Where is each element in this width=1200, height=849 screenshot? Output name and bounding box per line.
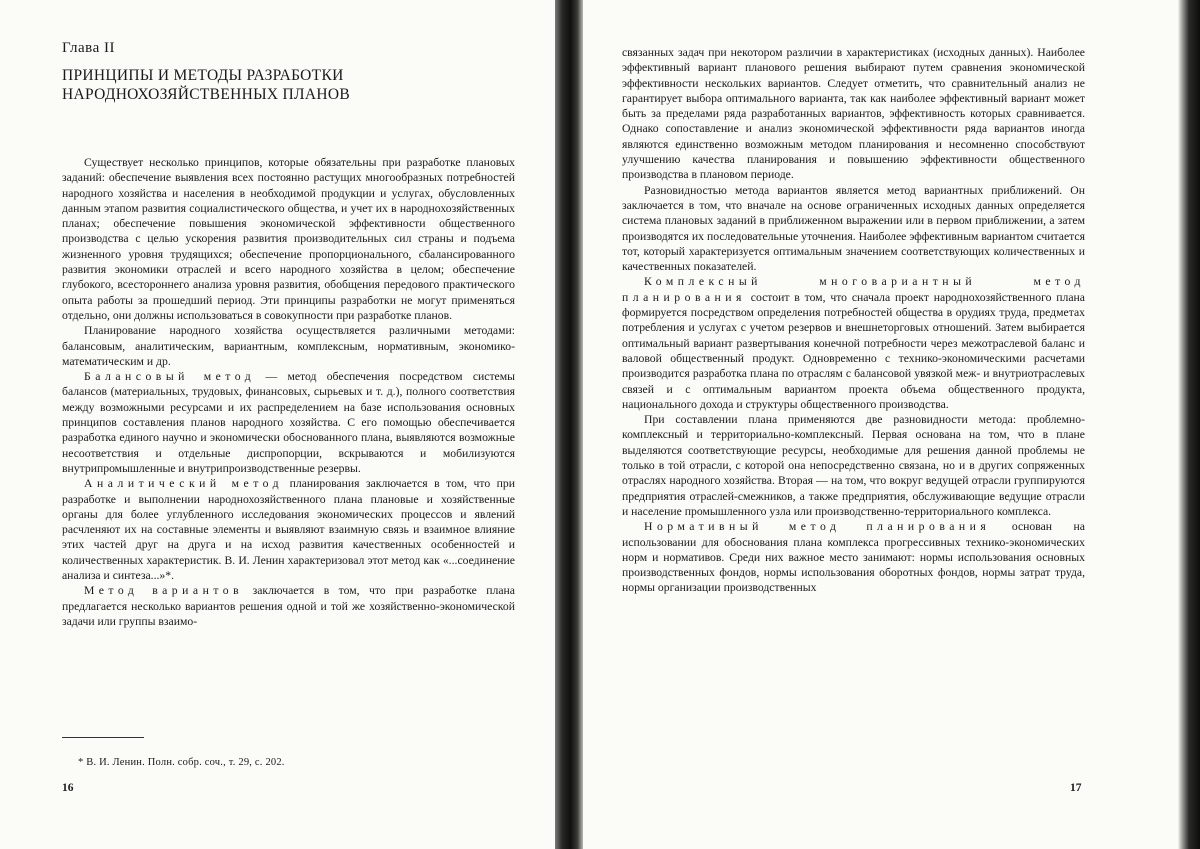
- chapter-title-line-1: ПРИНЦИПЫ И МЕТОДЫ РАЗРАБОТКИ: [62, 67, 344, 84]
- paragraph: [62, 476, 515, 583]
- book-gutter-shadow: [555, 0, 583, 849]
- chapter-label: Глава II: [62, 40, 115, 56]
- left-body-text: [62, 155, 515, 629]
- paragraph: Существует несколько принципов, которые обязательны при разработке плановых заданий: обеспечение выявления всех постоянно растущих многообразных потребностей народного хозяйства и населения в необходимой продукции и услугах, обусловленных данным этапом развития социалистического общества, и учет их в народнохозяйственных планах; обеспечение повышения экономической эффективности общественного производства с целью ускорения развития производительных сил страны и подъема жизненного уровня трудящихся; обеспечение пропорционального, сбалансированного развития экономики отраслей и всего народного хозяйства в целом; обеспечение глубокого, всестороннего анализа уровня развития, обобщения передового практического опыта работы за прошедший период. Эти принципы разработки не могут применяться отдельно, они должны использоваться в совокупности при разработке планов.: [62, 156, 515, 322]
- paragraph: [62, 369, 515, 476]
- paragraph-text: состоит в том, что сначала проект народнохозяйственного плана формируется посредством определения потребностей общества в орудиях труда, предметах потребления и услугах с учетом резервов и внешнеторговых отношений. Затем выбирается оптимальный вариант развертывания конечной потребности через межотраслевой баланс и валовой общественный продукт. Одновременно с технико-экономическими расчетами производится разработка плана по отраслям с балансовой увязкой меж- и внутриотраслевых связей и с оптимальным вариантом проекта объема общественного продукта, национального дохода и структуры общественного производства.: [622, 290, 1085, 411]
- chapter-title: [62, 66, 482, 104]
- right-page: [583, 0, 1200, 849]
- paragraph-text: основан на использовании для обоснования плана комплекса прогрессивных технико-экономических норм и нормативов. Среди них важное место занимают: нормы использования основных производственных фондов, нормы использования оборотных фондов, нормы затрат труда, нормы организации производственных: [622, 520, 1085, 595]
- paragraph: При составлении плана применяются две разновидности метода: проблемно-комплексный и территориально-комплексный. Первая основана на том, что в плане выделяются соответствующие ресурсы, необходимые для решения данной проблемы не только в той отрасли, с которой она непосредственно связана, но и в других сопряженных отраслях народного хозяйства. Вторая — на том, что вокруг ведущей отрасли группируются предприятия отраслей-смежников, а также предприятия, обслуживающие ведущие отрасли и население промышленного узла или производственно-территориального комплекса.: [622, 413, 1085, 518]
- paragraph-text: — метод обеспечения посредством системы балансов (материальных, трудовых, финансовых, сырьевых и т. д.), полного соответствия между возможными ресурсами и их распределением на базе использования основных принципов составления планов народного хозяйства. С его помощью обеспечивается разработка единого научно и экономически обоснованного плана, выявляются возможные несоответствия и отдельные диспропорции, вскрываются и мобилизуются внутрипромышленные и внутрипроизводственные резервы.: [62, 370, 515, 475]
- paragraph: связанных задач при некотором различии в характеристиках (исходных данных). Наиболее эффективный вариант планового решения выбирают путем сравнения экономической эффективности нескольких вариантов. Следует отметить, что сравнительный анализ не гарантирует выбора оптимального варианта, так как наиболее эффективный вариант может быть за пределами ряда разработанных вариантов, эффективность которых сравнивается. Однако сопоставление и анализ экономической эффективности ряда вариантов иногда являются единственно возможным методом планирования и несомненно способствуют улучшению качества планирования и повышению эффективности общественного производства в плановом периоде.: [622, 46, 1085, 182]
- paragraph: [62, 583, 515, 629]
- method-term: Метод вариантов: [84, 584, 244, 598]
- paragraph: [622, 519, 1085, 595]
- paragraph: Разновидностью метода вариантов является метод вариантных приближений. Он заключается в том, что вначале на основе ограниченных исходных данных определяется система плановых заданий в приближенном выражении или в первом приближении, а затем производятся их последовательные уточнения. Наиболее эффективным вариантом считается тот, который характеризуется оптимальным значением соответствующих количественных и качественных показателей.: [622, 183, 1085, 274]
- footnote-divider: [62, 737, 144, 738]
- method-term: Аналитический метод: [84, 477, 284, 491]
- paragraph: [622, 274, 1085, 412]
- page-number-left: 16: [62, 782, 74, 794]
- method-term: Балансовый метод: [84, 370, 256, 384]
- page-number-right: 17: [1070, 782, 1082, 794]
- chapter-title-line-2: НАРОДНОХОЗЯЙСТВЕННЫХ ПЛАНОВ: [62, 86, 350, 103]
- left-page: [0, 0, 555, 849]
- scan-edge-shadow: [1178, 0, 1200, 849]
- method-term: Комплексный многовариантный метод планирования: [622, 275, 1085, 304]
- paragraph: Планирование народного хозяйства осуществляется различными методами: балансовым, аналитическим, вариантным, комплексным, нормативным, экономико-математическим и др.: [62, 324, 515, 368]
- right-body-text: [622, 45, 1085, 596]
- footnote: * В. И. Ленин. Полн. собр. соч., т. 29, с. 202.: [78, 757, 285, 768]
- method-term: Нормативный метод планирования: [644, 520, 991, 534]
- paragraph-text: заключается в том, что при разработке плана предлагается несколько вариантов решения одной и той же хозяйственно-экономической задачи или группы взаимо-: [62, 584, 515, 628]
- paragraph-text: планирования заключается в том, что при разработке и выполнении народнохозяйственного плана плановые и хозяйственные органы для более углубленного исследования экономических процессов и явлений расчленяют их на составные элементы и выявляют взаимную связь и взаимное влияние этих частей друг на друга и на исход развития качественных особенностей и количественных характеристик. В. И. Ленин характеризовал этот метод как «...соединение анализа и синтеза...»*.: [62, 477, 516, 583]
